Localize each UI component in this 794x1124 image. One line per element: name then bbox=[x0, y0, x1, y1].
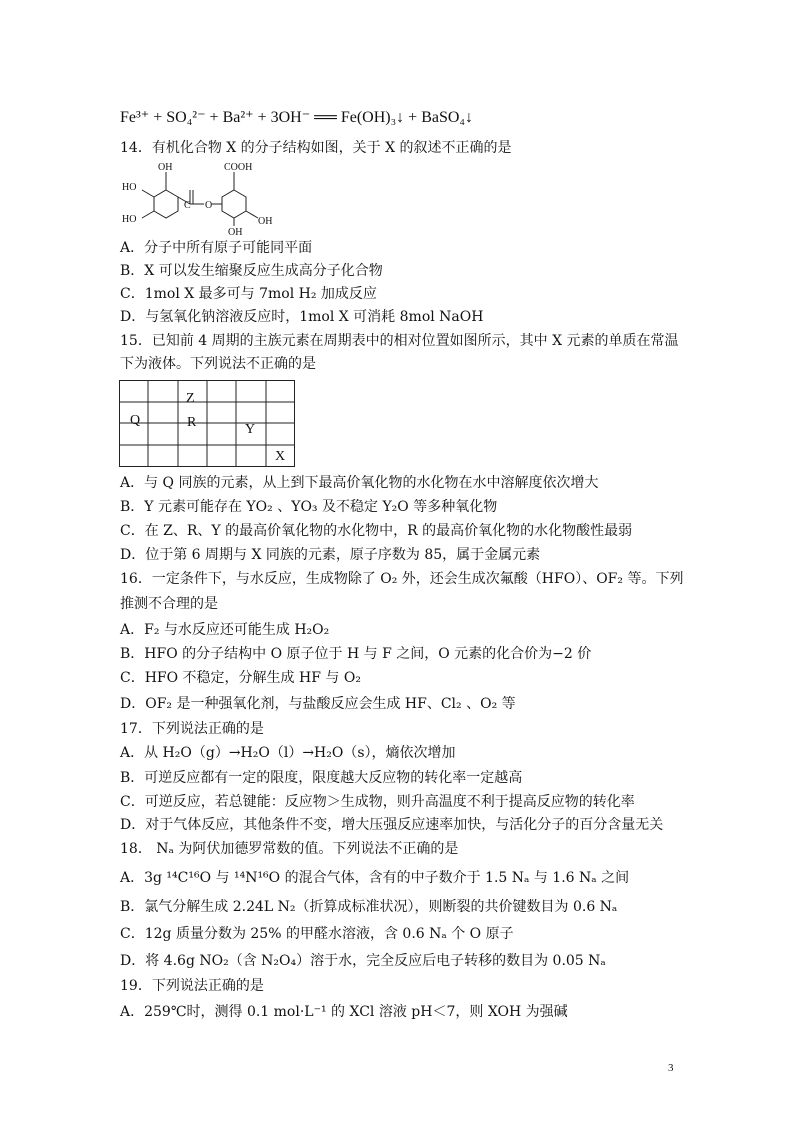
q17-option-d: D．对于气体反应，其他条件不变，增大压强反应速率加快，与活化分子的百分含量无关 bbox=[120, 817, 664, 833]
q18-option-a: A．3g ¹⁴C¹⁶O 与 ¹⁴N¹⁶O 的混合气体，含有的中子数介于 1.5 Nₐ 与 1.6 Nₐ 之间 bbox=[120, 870, 630, 886]
q16-option-a: A．F₂ 与水反应还可能生成 H₂O₂ bbox=[120, 622, 330, 638]
periodic-table-fragment bbox=[119, 380, 295, 467]
mol-label-o: O bbox=[205, 200, 213, 211]
q17-option-a: A．从 H₂O（g）→H₂O（l）→H₂O（s），熵依次增加 bbox=[120, 745, 456, 761]
q15-option-b: B．Y 元素可能存在 YO₂ 、YO₃ 及不稳定 Y₂O 等多种氧化物 bbox=[120, 499, 498, 515]
cell-q: Q bbox=[130, 413, 141, 428]
cell-x: X bbox=[275, 449, 286, 464]
q15-stem-line1: 15．已知前 4 周期的主族元素在周期表中的相对位置如图所示，其中 X 元素的单质在常温 bbox=[120, 333, 679, 349]
cell-z: Z bbox=[186, 391, 195, 406]
q16-option-d: D．OF₂ 是一种强氧化剂，与盐酸反应会生成 HF、Cl₂ 、O₂ 等 bbox=[120, 696, 516, 712]
q16-option-c: C．HFO 不稳定，分解生成 HF 与 O₂ bbox=[120, 670, 361, 686]
mol-label-oh-bottom: OH bbox=[228, 227, 243, 236]
q15-stem-line2: 下为液体。下列说法不正确的是 bbox=[120, 356, 316, 372]
q14-stem: 14．有机化合物 X 的分子结构如图，关于 X 的叙述不正确的是 bbox=[120, 140, 512, 156]
q18-stem: 18． Nₐ 为阿伏加德罗常数的值。下列说法不正确的是 bbox=[120, 841, 459, 857]
q14-option-a: A．分子中所有原子可能同平面 bbox=[120, 240, 313, 256]
q15-option-c: C．在 Z、R、Y 的最高价氧化物的水化物中，R 的最高价氧化物的水化物酸性最弱 bbox=[120, 523, 633, 539]
cell-y: Y bbox=[245, 422, 256, 437]
q18-option-d: D．将 4.6g NO₂（含 N₂O₄）溶于水，完全反应后电子转移的数目为 0.05 Nₐ bbox=[120, 953, 606, 969]
mol-label-oh-right: OH bbox=[258, 216, 273, 227]
q14-option-d: D．与氢氧化钠溶液反应时，1mol X 可消耗 8mol NaOH bbox=[120, 309, 484, 325]
mol-label-ho-lower: HO bbox=[122, 214, 137, 225]
q16-option-b: B．HFO 的分子结构中 O 原子位于 H 与 F 之间，O 元素的化合价为−2 价 bbox=[120, 646, 592, 662]
q16-stem-line1: 16．一定条件下，与水反应，生成物除了 O₂ 外，还会生成次氟酸（HFO）、OF₂ 等。下列 bbox=[120, 571, 684, 587]
q15-option-a: A．与 Q 同族的元素，从上到下最高价氧化物的水化物在水中溶解度依次增大 bbox=[120, 475, 599, 491]
q15-option-d: D．位于第 6 周期与 X 同族的元素，原子序数为 85，属于金属元素 bbox=[120, 547, 541, 563]
q16-stem-line2: 推测不合理的是 bbox=[120, 596, 218, 612]
q18-option-c: C．12g 质量分数为 25% 的甲醛水溶液，含 0.6 Nₐ 个 O 原子 bbox=[120, 926, 514, 942]
equation-line: Fe³⁺ + SO₄²⁻ + Ba²⁺ + 3OH⁻ ══ Fe(OH)₃↓ + BaSO₄↓ bbox=[120, 109, 473, 126]
mol-label-ho-upper: HO bbox=[122, 182, 137, 193]
page-number: 3 bbox=[668, 1062, 674, 1074]
q17-option-c: C．可逆反应，若总键能：反应物＞生成物，则升高温度不利于提高反应物的转化率 bbox=[120, 794, 635, 810]
q17-stem: 17．下列说法正确的是 bbox=[120, 721, 264, 737]
mol-label-cooh: COOH bbox=[224, 162, 253, 173]
q17-option-b: B．可逆反应都有一定的限度，限度越大反应物的转化率一定越高 bbox=[120, 770, 523, 786]
cell-r: R bbox=[187, 415, 197, 430]
mol-label-c: C bbox=[184, 200, 191, 211]
molecule-structure bbox=[122, 160, 302, 236]
q19-stem: 19．下列说法正确的是 bbox=[120, 978, 264, 994]
q14-option-b: B．X 可以发生缩聚反应生成高分子化合物 bbox=[120, 263, 383, 279]
q19-option-a: A．259℃时，测得 0.1 mol·L⁻¹ 的 XCl 溶液 pH＜7，则 XOH 为强碱 bbox=[120, 1004, 568, 1020]
q14-option-c: C．1mol X 最多可与 7mol H₂ 加成反应 bbox=[120, 286, 377, 302]
mol-label-oh-top-left: OH bbox=[158, 162, 173, 173]
q18-option-b: B．氯气分解生成 2.24L N₂（折算成标准状况），则断裂的共价键数目为 0.6 Nₐ bbox=[120, 899, 618, 915]
